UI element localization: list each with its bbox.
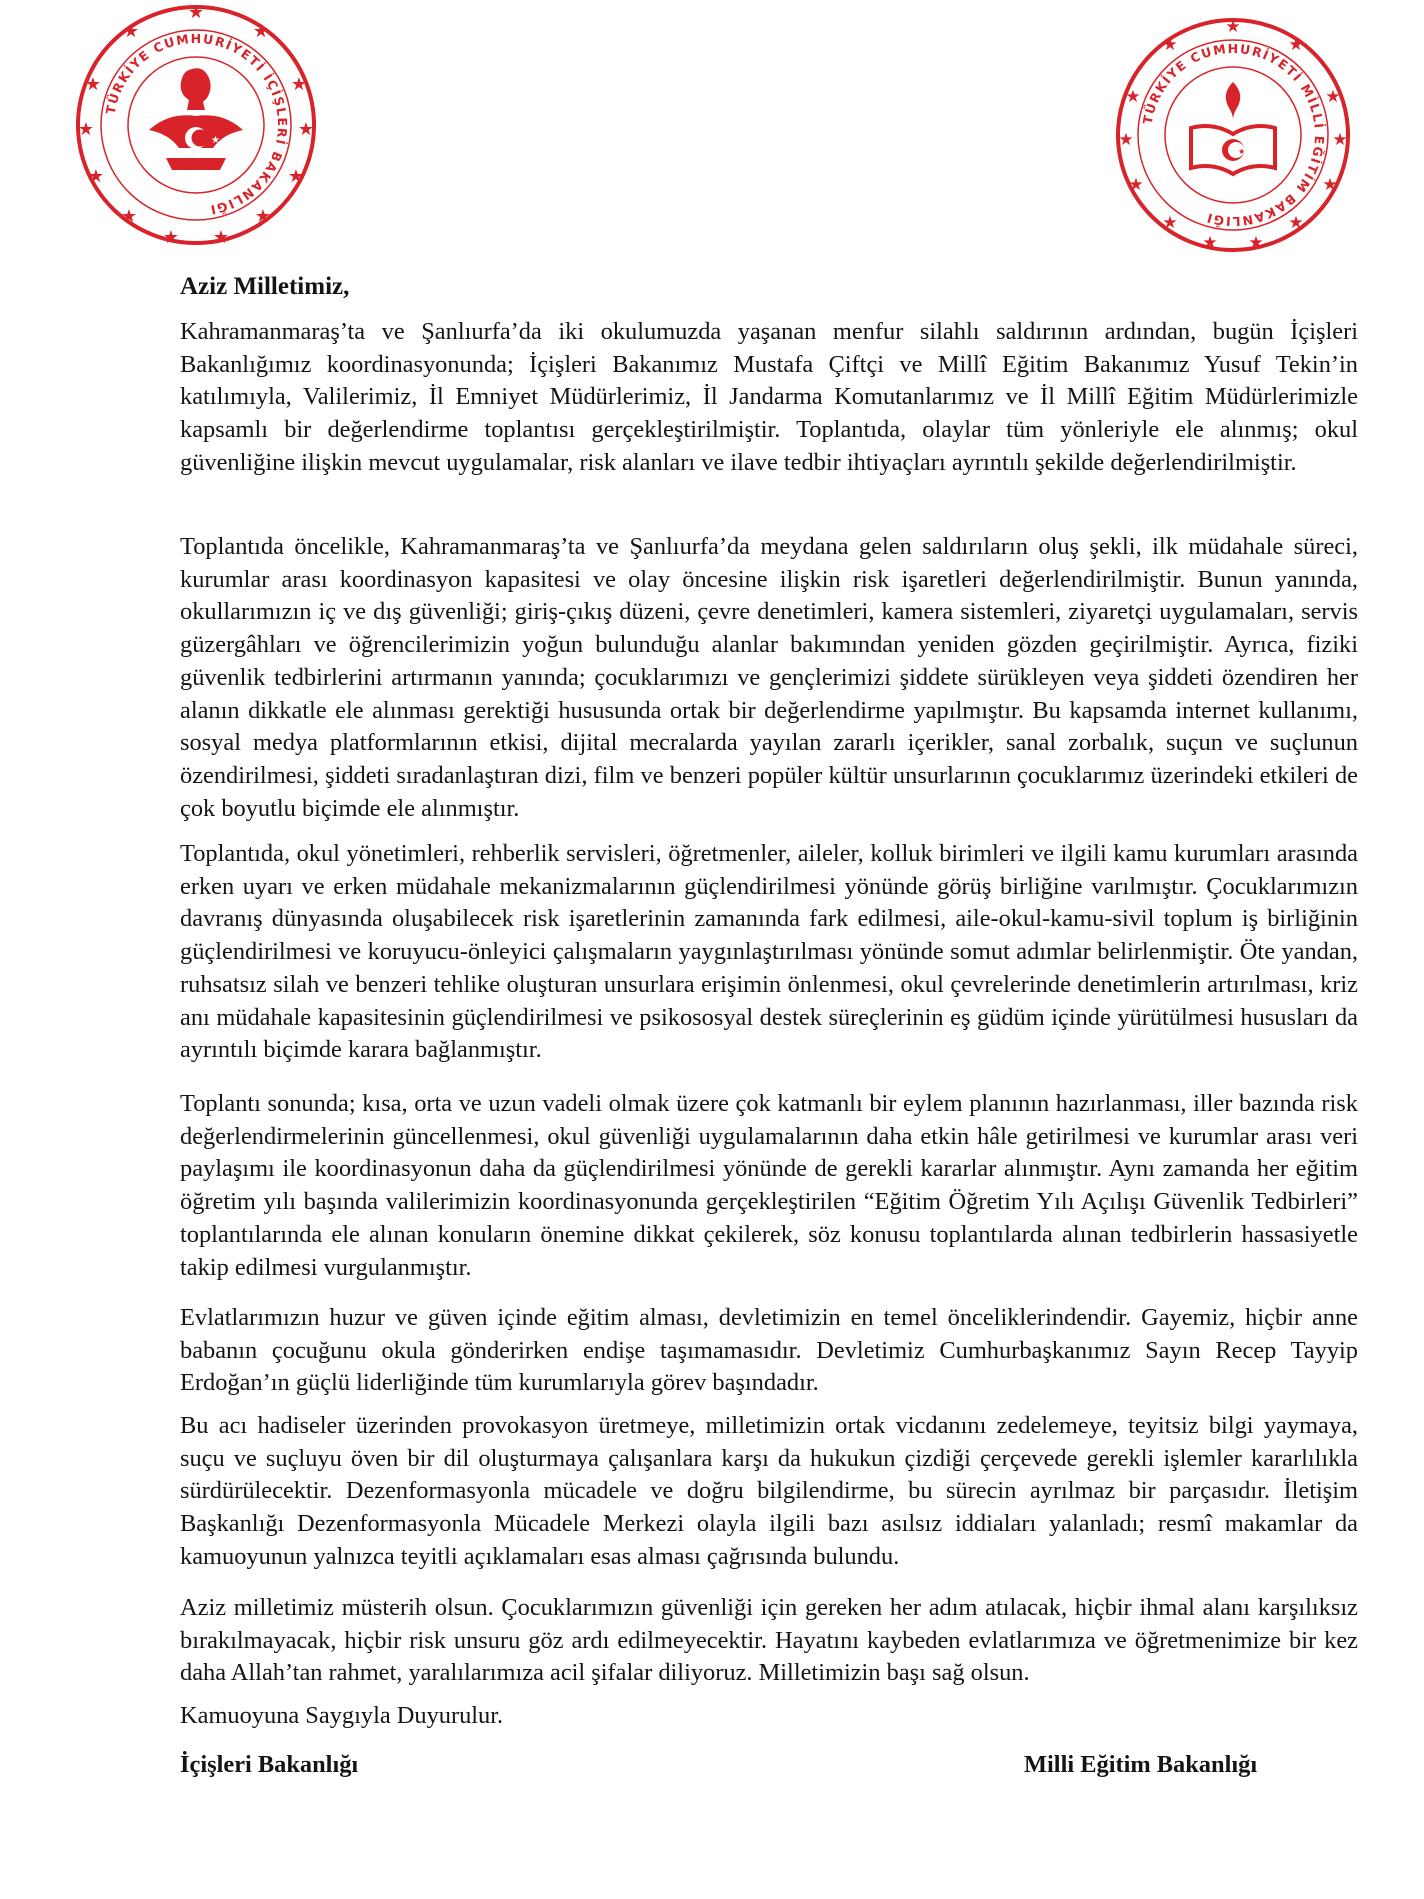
ministry-interior-seal: [71, 0, 321, 250]
svg-text:★: ★: [77, 119, 95, 140]
svg-text:★: ★: [1202, 233, 1218, 253]
svg-text:★: ★: [1225, 17, 1241, 37]
paragraph-4: Toplantı sonunda; kısa, orta ve uzun vadeli olmak üzere çok katmanlı bir eylem planının hazırlanması, iller bazında risk değerlendirmelerinin güncellenmesi, okul güvenliği uygulamalarının daha etkin hâle getirilmesi ve kurumlar arası veri paylaşımı ile koordinasyonun daha da güçlendirilmesi yönünde de gerekli kararlar alınmıştır. Aynı zamanda her eğitim öğretim yılı başında valilerimizin koordinasyonunda gerçekleştirilen “Eğitim Öğretim Yılı Açılışı Güvenlik Tedbirleri” toplantılarında ele alınan konuların önemine dikkat çekilerek, söz konusu toplantılarda alınan tedbirlerin hassasiyetle takip edilmesi vurgulanmıştır.: [180, 1090, 1358, 1281]
svg-text:★: ★: [187, 2, 205, 23]
svg-text:★: ★: [290, 74, 308, 95]
svg-text:★: ★: [120, 206, 138, 227]
ministry-education-seal: [1108, 10, 1358, 260]
ministry-interior-seal-icon: [71, 0, 321, 250]
interior-seal-text: TÜRKİYE CUMHURİYETİ İÇİŞLERİ BAKANLIĞI: [102, 30, 291, 218]
svg-text:★: ★: [287, 166, 305, 187]
signature-interior-ministry: İçişleri Bakanlığı: [180, 1751, 359, 1778]
svg-text:★: ★: [87, 166, 105, 187]
svg-text:★: ★: [84, 74, 102, 95]
closing-line: Kamuoyuna Saygıyla Duyurulur.: [180, 1702, 504, 1729]
paragraph-7: Aziz milletimiz müsterih olsun. Çocuklarımızın güvenliği için gereken her adım atılacak, hiçbir ihmal alanı karşılıksız bırakılmayacak, hiçbir risk unsuru göz ardı edilmeyecektir. Hayatını kaybeden evlatlarımıza ve öğretmenimize bir kez daha Allah’tan rahmet, yaralılarımıza acil şifalar diliyoruz. Milletimizin başı sağ olsun.: [180, 1594, 1358, 1687]
svg-text:★: ★: [1118, 130, 1134, 150]
svg-text:★: ★: [122, 21, 140, 42]
svg-text:★: ★: [252, 21, 270, 42]
svg-text:★: ★: [1288, 213, 1304, 233]
svg-text:★: ★: [254, 206, 272, 227]
paragraph-3: Toplantıda, okul yönetimleri, rehberlik servisleri, öğretmenler, aileler, kolluk birimleri ve ilgili kamu kurumları arasında erken uyarı ve erken müdahale mekanizmalarının güçlendirilmesi yönünde görüş birliğine varılmıştır. Çocuklarımızın davranış dünyasında oluşabilecek risk işaretlerinin zamanında fark edilmesi, aile-okul-kamu-sivil toplum iş birliğinin güçlendirilmesi ve koruyucu-önleyici çalışmaların yaygınlaştırılması yönünde somut adımlar belirlenmiştir. Öte yandan, ruhsatsız silah ve benzeri tehlike oluşturan unsurlara erişimin önlenmesi, okul çevrelerinde denetimlerin artırılması, kriz anı müdahale kapasitesinin güçlendirilmesi ve psikososyal destek süreçlerinin eş güdüm içinde yürütülmesi hususları da ayrıntılı biçimde karara bağlanmıştır.: [180, 840, 1358, 1064]
svg-text:★: ★: [1125, 87, 1141, 107]
svg-text:★: ★: [1288, 35, 1304, 55]
paragraph-2: Toplantıda öncelikle, Kahramanmaraş’ta ve Şanlıurfa’da meydana gelen saldırıların oluş şekli, ilk müdahale süreci, kurumlar arası koordinasyon kapasitesi ve olay öncesine ilişkin risk işaretleri değerlendirilmiştir. Bunun yanında, okullarımızın iç ve dış güvenliği; giriş-çıkış düzeni, çevre denetimleri, kamera sistemleri, ziyaretçi uygulamaları, servis güzergâhları ve öğrencilerimizin yoğun bulunduğu alanlar bakımından yeniden gözden geçirilmiştir. Ayrıca, fiziki güvenlik tedbirlerini artırmanın yanında; çocuklarımızı ve gençlerimizi şiddete sürükleyen veya şiddeti özendiren her alanın dikkatle ele alınması gerektiği hususunda ortak bir değerlendirme yapılmıştır. Bu kapsamda internet kullanımı, sosyal medya platformlarının etkisi, dijital mecralarda yayılan zararlı içerikler, sanal zorbalık, suçun ve suçlunun özendirilmesi, şiddeti sıradanlaştıran dizi, film ve benzeri popüler kültür unsurlarının çocuklarımız üzerindeki etkileri de çok boyutlu biçimde ele alınmıştır.: [180, 533, 1358, 822]
svg-text:★: ★: [1162, 35, 1178, 55]
svg-text:★: ★: [212, 227, 230, 248]
svg-text:★: ★: [1248, 233, 1264, 253]
svg-text:★: ★: [1325, 87, 1341, 107]
svg-text:★: ★: [1322, 175, 1338, 195]
svg-text:★: ★: [211, 135, 220, 146]
salutation: Aziz Milletimiz,: [180, 273, 350, 300]
svg-text:★: ★: [1128, 175, 1144, 195]
paragraph-6: Bu acı hadiseler üzerinden provokasyon üretmeye, milletimizin ortak vicdanını zedelemeye, teyitsiz bilgi yaymaya, suçu ve suçluyu öven bir dil oluşturmaya çalışanlara karşı da hukukun çizdiği çerçevede gerekli işlemler kararlılıkla sürdürülecektir. Dezenformasyonla mücadele ve doğru bilgilendirme, bu sürecin ayrılmaz bir parçasıdır. İletişim Başkanlığı Dezenformasyonla Mücadele Merkezi olayla ilgili bazı asılsız iddiaları yalanladı; resmî makamlar da kamuoyunun yalnızca teyitli açıklamaları esas alması çağrısında bulundu.: [180, 1412, 1358, 1570]
signature-education-ministry: Milli Eğitim Bakanlığı: [1024, 1751, 1258, 1778]
education-seal-text: TÜRKİYE CUMHURİYETİ MİLLİ EĞİTİM BAKANLIĞI: [1139, 40, 1328, 230]
svg-text:★: ★: [162, 227, 180, 248]
svg-text:★: ★: [1332, 130, 1348, 150]
svg-text:★: ★: [1238, 147, 1246, 156]
paragraph-1: Kahramanmaraş’ta ve Şanlıurfa’da iki okulumuzda yaşanan menfur silahlı saldırının ardından, bugün İçişleri Bakanlığımız koordinasyonunda; İçişleri Bakanımız Mustafa Çiftçi ve Millî Eğitim Bakanımız Yusuf Tekin’in katılımıyla, Valilerimiz, İl Emniyet Müdürlerimiz, İl Jandarma Komutanlarımız ve İl Millî Eğitim Müdürlerimizle kapsamlı bir değerlendirme toplantısı gerçekleştirilmiştir. Toplantıda, olaylar tüm yönleriyle ele alınmış; okul güvenliğine ilişkin mevcut uygulamalar, risk alanları ve ilave tedbir ihtiyaçları ayrıntılı şekilde değerlendirilmiştir.: [180, 318, 1358, 476]
ministry-education-seal-icon: [1108, 10, 1358, 260]
svg-text:★: ★: [297, 119, 315, 140]
paragraph-5: Evlatlarımızın huzur ve güven içinde eğitim alması, devletimizin en temel önceliklerindendir. Gayemiz, hiçbir anne babanın çocuğunu okula gönderirken endişe taşımamasıdır. Devletimiz Cumhurbaşkanımız Sayın Recep Tayyip Erdoğan’ın güçlü liderliğinde tüm kurumlarıyla görev başındadır.: [180, 1304, 1358, 1397]
svg-text:★: ★: [1162, 213, 1178, 233]
